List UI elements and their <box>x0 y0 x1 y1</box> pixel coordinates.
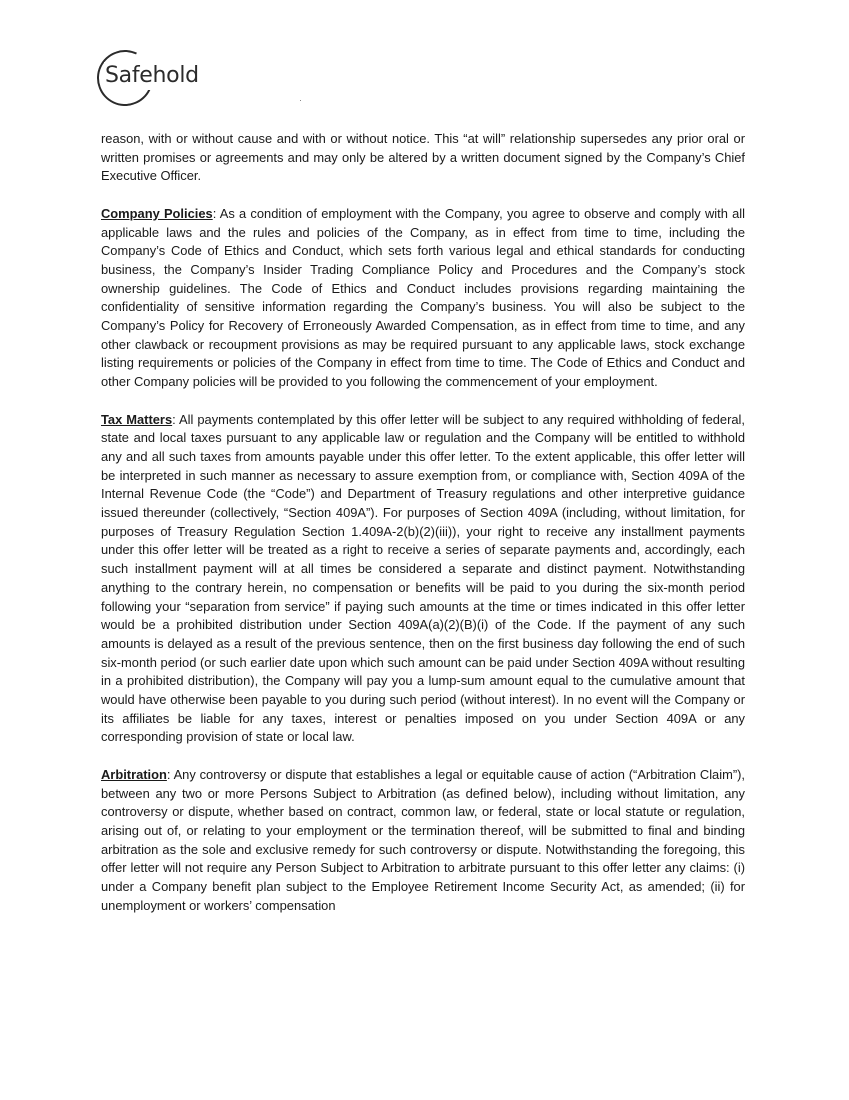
logo-text: Safehold <box>105 63 199 88</box>
section-heading-company-policies: Company Policies <box>101 205 213 221</box>
paragraph-text: As a condition of employment with the Company, you agree to observe and comply with all applicable laws and the rules and policies of the Company, as in effect from time to time, including the Company’s Code of Ethics and Conduct, which sets forth various legal and ethical standards for conducting business, the Company’s Insider Trading Compliance Policy and Procedures and the Company’s stock ownership guidelines. The Code of Ethics and Conduct includes provisions regarding maintaining the confidentiality of sensitive information regarding the Company’s business. You will also be subject to the Company’s Policy for Recovery of Erroneously Awarded Compensation, as in effect from time to time, and any other clawback or recoupment provisions as may be required pursuant to any applicable laws, stock exchange listing requirements or policies of the Company in effect from time to time. The Code of Ethics and Conduct and other Company policies will be provided to you following the commencement of your employment. <box>101 205 745 390</box>
section-heading-arbitration: Arbitration <box>101 766 167 782</box>
paragraph-arbitration <box>101 766 745 916</box>
heading-separator: : <box>166 766 174 782</box>
paragraph-text: reason, with or without cause and with or without notice. This “at will” relationship supersedes any prior oral or written promises or agreements and may only be altered by a written document signed by the Company’s Chief Executive Officer. <box>101 131 745 184</box>
paragraph-text: All payments contemplated by this offer letter will be subject to any required withholding of federal, state and local taxes pursuant to any applicable law or regulation and the Company will be entitled to withhold any and all such taxes from amounts payable under this offer letter. To the extent applicable, this offer letter will be interpreted in such manner as necessary to assure exemption from, or compliance with, Section 409A of the Internal Revenue Code (the “Code”) and Department of Treasury regulations and other interpretive guidance issued thereunder (collectively, “Section 409A”). For purposes of Section 409A (including, without limitation, for purposes of Treasury Regulation Section 1.409A-2(b)(2)(iii)), your right to receive any installment payments under this offer letter will be treated as a right to receive a series of separate payments and, accordingly, each such installment payment will at all times be considered a separate and distinct payment. Notwithstanding anything to the contrary herein, no compensation or benefits will be paid to you during the six-month period following your “separation from service” if paying such amounts at the time or times indicated in this offer letter would be a prohibited distribution under Section 409A(a)(2)(B)(i) of the Code. If the payment of any such amounts is delayed as a result of the previous sentence, then on the first business day following the end of such six-month period (or such earlier date upon which such amount can be paid under Section 409A without resulting in a prohibited distribution), the Company will pay you a lump-sum amount equal to the cumulative amount that would have otherwise been payable to you during such period (without interest). In no event will the Company or its affiliates be liable for any taxes, interest or penalties imposed on you under Section 409A or any corresponding provision of state or local law. <box>101 411 745 745</box>
paragraph-at-will <box>101 130 745 186</box>
section-heading-tax-matters: Tax Matters <box>101 411 173 427</box>
letter-body <box>101 130 745 934</box>
heading-separator: : <box>212 205 220 221</box>
company-logo <box>97 45 207 115</box>
paragraph-tax-matters <box>101 411 745 748</box>
stray-mark <box>300 100 301 101</box>
paragraph-text: Any controversy or dispute that establishes a legal or equitable cause of action (“Arbitration Claim”), between any two or more Persons Subject to Arbitration (as defined below), including without limitation, any controversy or dispute, whether based on contract, common law, or federal, state or local statute or regulation, arising out of, or relating to your employment or the termination thereof, will be submitted to final and binding arbitration as the sole and exclusive remedy for such controversy or dispute. Notwithstanding the foregoing, this offer letter will not require any Person Subject to Arbitration to arbitrate pursuant to this offer letter any claims: (i) under a Company benefit plan subject to the Employee Retirement Income Security Act, as amended; (ii) for unemployment or workers’ compensation <box>101 766 745 913</box>
paragraph-company-policies <box>101 205 745 392</box>
heading-separator: : <box>172 411 180 427</box>
